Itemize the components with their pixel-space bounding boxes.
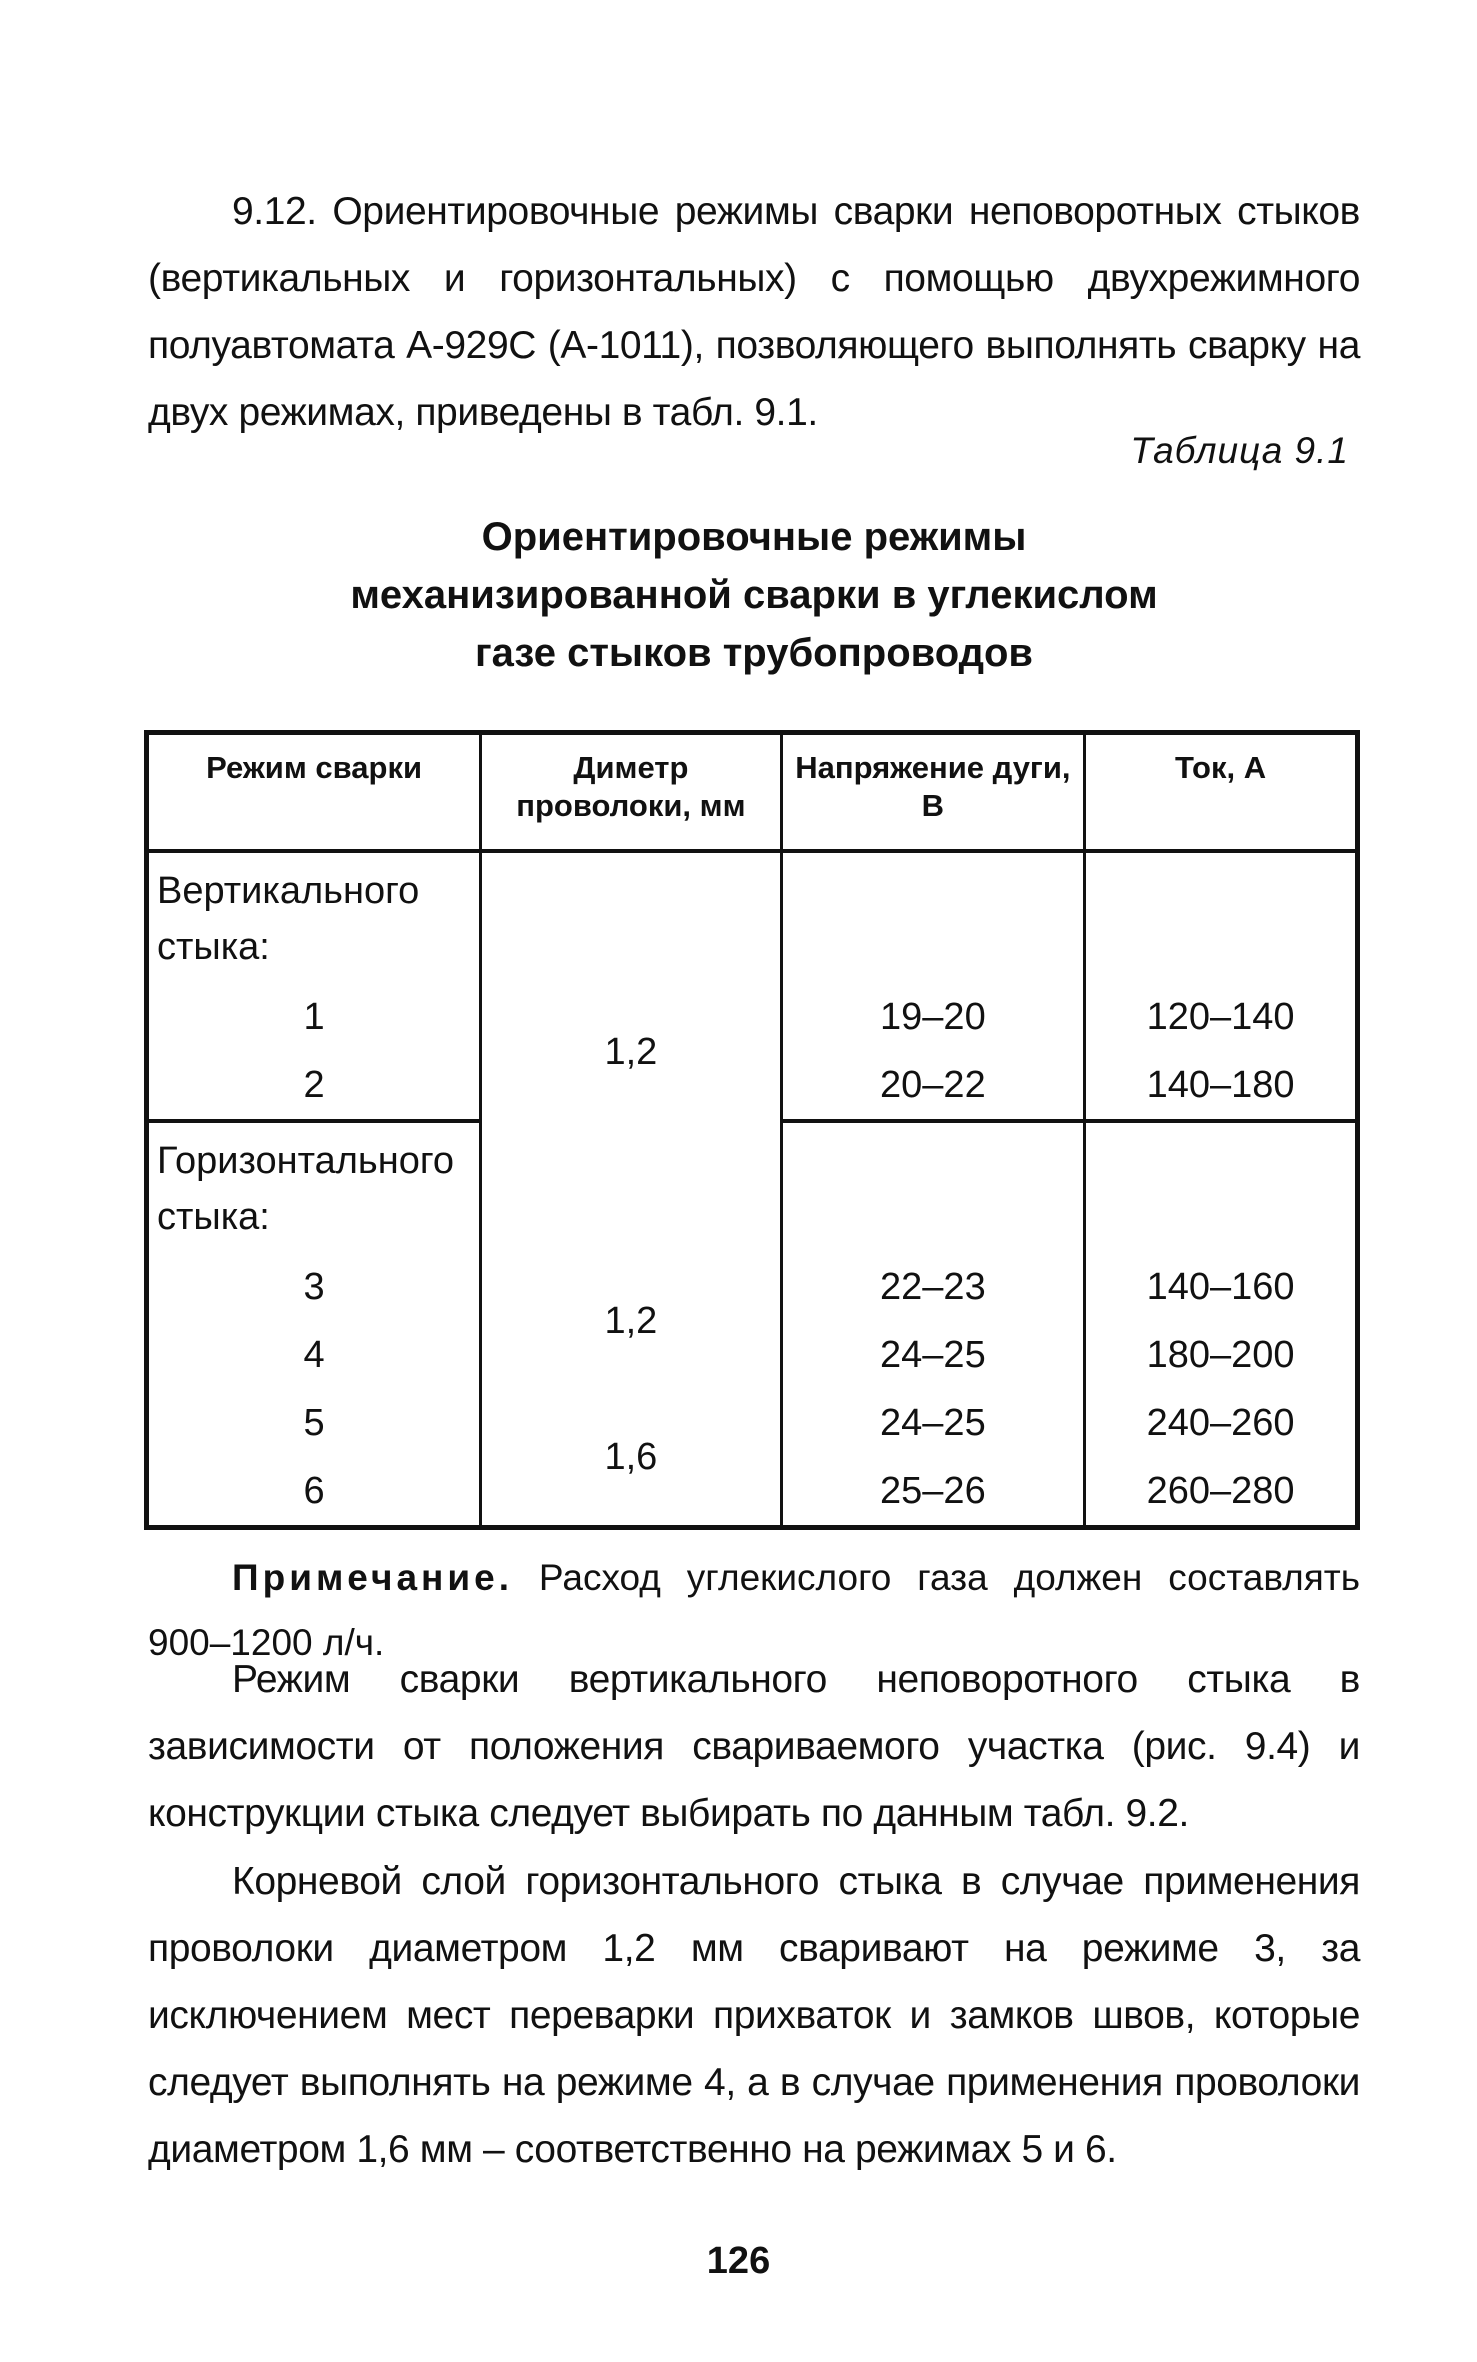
group-title-vertical: Вертикального стыка: (147, 851, 481, 983)
intro-paragraph: 9.12. Ориентировочные режимы сварки неповоротных стыков (вертикальных и горизонтальных) с помощью двухрежимного полуавтомата А-929С (А-1011), позволяющего выполнять сварку на двух режимах, приведены в табл. 9.1. (148, 190, 1360, 434)
table-row (147, 1389, 1358, 1457)
current-cell: 240–260 (1085, 1389, 1358, 1457)
diameter-cell: 1,2 (481, 1253, 781, 1389)
header-mode: Режим сварки (147, 733, 481, 852)
mode-cell: 6 (147, 1457, 481, 1528)
empty-cell (1085, 851, 1358, 983)
current-cell: 120–140 (1085, 983, 1358, 1051)
empty-cell (781, 851, 1085, 983)
header-diameter: Диметр проволоки, мм (481, 733, 781, 852)
table-title (148, 508, 1360, 682)
diameter-cell: 1,6 (481, 1389, 781, 1528)
current-cell: 180–200 (1085, 1321, 1358, 1389)
voltage-cell: 24–25 (781, 1321, 1085, 1389)
voltage-cell: 20–22 (781, 1051, 1085, 1121)
current-cell: 140–180 (1085, 1051, 1358, 1121)
table-title-line: Ориентировочные режимы (481, 515, 1027, 559)
group-title-row (147, 1121, 1358, 1253)
empty-cell (481, 1121, 781, 1253)
voltage-cell: 22–23 (781, 1253, 1085, 1321)
mode-cell: 2 (147, 1051, 481, 1121)
header-current: Ток, А (1085, 733, 1358, 852)
table-row (147, 1253, 1358, 1321)
empty-cell (481, 851, 781, 983)
table-row (147, 983, 1358, 1051)
root-layer-paragraph: Корневой слой горизонтального стыка в случае применения проволоки диаметром 1,2 мм сваривают на режиме 3, за исключением мест переварки прихваток и замков швов, которые следует выполнять на режиме 4, а в случае применения проволоки диаметром 1,6 мм – соответственно на режимах 5 и 6. (148, 1860, 1360, 2171)
mode-cell: 1 (147, 983, 481, 1051)
group-title-horizontal: Горизонтального стыка: (147, 1121, 481, 1253)
voltage-cell: 19–20 (781, 983, 1085, 1051)
page-number: 126 (706, 2240, 771, 2282)
voltage-cell: 25–26 (781, 1457, 1085, 1528)
table-header-row (147, 733, 1358, 852)
diameter-cell: 1,2 (481, 983, 781, 1121)
mode-cell: 5 (147, 1389, 481, 1457)
welding-modes-table (144, 730, 1360, 1530)
empty-cell (1085, 1121, 1358, 1253)
current-cell: 260–280 (1085, 1457, 1358, 1528)
group-title-row (147, 851, 1358, 983)
mode-cell: 4 (147, 1321, 481, 1389)
table-title-line: газе стыков трубопроводов (474, 631, 1034, 675)
mode-cell: 3 (147, 1253, 481, 1321)
header-voltage: Напряжение дуги, В (781, 733, 1085, 852)
note-label: Примечание. (232, 1557, 513, 1598)
voltage-cell: 24–25 (781, 1389, 1085, 1457)
vertical-joint-paragraph: Режим сварки вертикального неповоротного стыка в зависимости от положения свариваемого участка (рис. 9.4) и конструкции стыка следует выбирать по данным табл. 9.2. (148, 1658, 1360, 1835)
note-text: Расход углекислого газа должен составлять 900–1200 л/ч. (148, 1557, 1360, 1663)
current-cell: 140–160 (1085, 1253, 1358, 1321)
table-label: Таблица 9.1 (1130, 430, 1349, 471)
empty-cell (781, 1121, 1085, 1253)
table-title-line: механизированной сварки в углекислом (350, 573, 1158, 617)
